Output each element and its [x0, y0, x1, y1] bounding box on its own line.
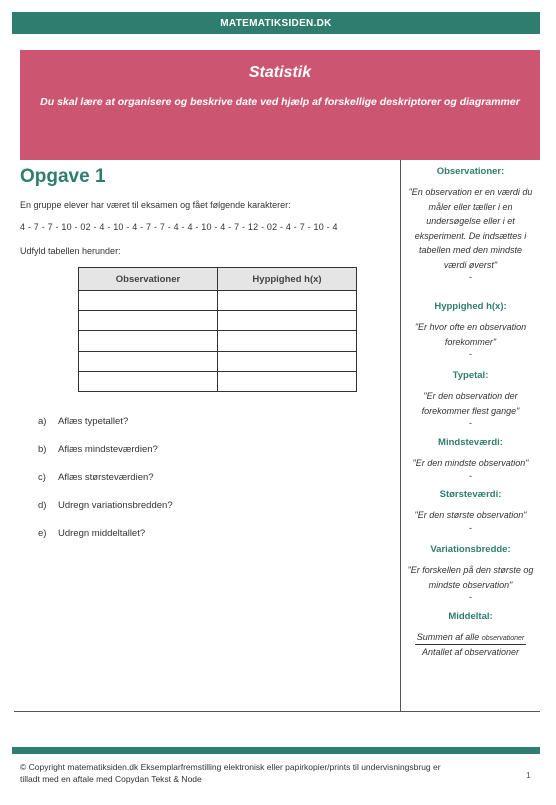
table-header-observationer: Observationer [79, 268, 218, 291]
definition-variationsbredde [401, 544, 540, 602]
question-item [38, 472, 173, 500]
definition-mindstevaerdi [401, 437, 540, 481]
definition-text: "Er den mindste observation" [412, 458, 529, 468]
definition-text: "Er den største observation" [414, 510, 527, 520]
table-row [79, 371, 357, 391]
separator-dash: - [469, 522, 472, 533]
definition-heading: Mindsteværdi: [438, 437, 503, 448]
numerator-text: Summen af alle [416, 632, 480, 642]
grades-list: 4 - 7 - 7 - 10 - 02 - 4 - 10 - 4 - 7 - 7 - 4 - 4 - 10 - 4 - 7 - 12 - 02 - 4 - 7 - 10 - 4 [20, 222, 338, 232]
question-letter: e) [38, 528, 47, 539]
table-cell[interactable] [79, 311, 218, 331]
numerator-small-text: observationer [481, 635, 525, 642]
definition-heading: Hyppighed h(x): [434, 301, 507, 312]
content-bottom-rule [14, 711, 540, 712]
table-cell[interactable] [79, 351, 218, 371]
question-letter: a) [38, 416, 47, 427]
observation-table [78, 267, 357, 392]
definition-hyppighed [401, 301, 540, 359]
definition-text: "Er den observation der forekommer flest gange" [421, 391, 520, 416]
formula-numerator [415, 632, 526, 645]
banner-subtitle: Du skal lære at organisere og beskrive date ved hjælp af forskellige deskriptorer og diagrammer [40, 96, 520, 108]
question-item [38, 444, 173, 472]
definition-middeltal [401, 611, 540, 622]
question-item [38, 528, 173, 556]
table-cell[interactable] [218, 311, 357, 331]
question-text: Aflæs typetallet? [58, 416, 129, 427]
question-text: Aflæs mindsteværdien? [58, 444, 158, 455]
page-number: 1 [526, 770, 531, 780]
question-item [38, 500, 173, 528]
separator-dash: - [469, 418, 472, 428]
definition-observationer [401, 166, 540, 282]
separator-dash: - [469, 272, 472, 282]
separator-dash: - [469, 349, 472, 359]
table-row [79, 351, 357, 371]
definition-text: "Er hvor ofte en observation forekommer" [414, 322, 527, 347]
question-list [38, 416, 173, 556]
question-item [38, 416, 173, 444]
topic-banner [20, 50, 540, 160]
table-cell[interactable] [218, 371, 357, 391]
banner-title: Statistik [248, 64, 312, 81]
question-text: Aflæs størsteværdien? [58, 472, 154, 483]
definition-heading: Typetal: [452, 370, 489, 381]
question-text: Udregn variationsbredden? [58, 500, 173, 511]
site-name: MATEMATIKSIDEN.DK [220, 17, 332, 29]
table-row [79, 311, 357, 331]
task-instruction: Udfyld tabellen herunder: [20, 246, 121, 256]
table-cell[interactable] [218, 331, 357, 351]
copyright-notice: © Copyright matematiksiden.dk Eksemplarfremstilling elektronisk eller papirkopier/prints til undervisningsbrug er tilladt med en aftale med Copydan Tekst & Node [20, 762, 441, 784]
table-cell[interactable] [218, 351, 357, 371]
site-header-bar [12, 12, 540, 34]
question-letter: b) [38, 444, 47, 455]
definition-text: "Er forskellen på den største og mindste observation" [407, 565, 534, 590]
table-header-hyppighed: Hyppighed h(x) [218, 268, 357, 291]
definition-stoerstevaerdi [401, 489, 540, 533]
question-text: Udregn middeltallet? [58, 528, 146, 539]
table-cell[interactable] [79, 331, 218, 351]
separator-dash: - [469, 470, 472, 481]
question-letter: d) [38, 500, 47, 511]
definition-heading: Størsteværdi: [439, 489, 502, 500]
table-row [79, 331, 357, 351]
question-letter: c) [38, 472, 46, 483]
definition-text: "En observation er en værdi du måler eller tæller i en undersøgelse eller i et eksperiment. De indsættes i tabellen med den mindste værdi øverst" [408, 187, 533, 270]
table-cell[interactable] [79, 371, 218, 391]
table-header-row [79, 268, 357, 291]
definition-heading: Variationsbredde: [430, 544, 511, 555]
table-cell[interactable] [218, 291, 357, 311]
table-row [79, 291, 357, 311]
task-title: Opgave 1 [20, 166, 106, 187]
task-intro: En gruppe elever har været til eksamen og fået følgende karakterer: [20, 200, 291, 210]
definition-heading: Middeltal: [448, 611, 493, 622]
middeltal-formula [401, 632, 540, 657]
definition-typetal [401, 370, 540, 428]
separator-dash: - [469, 592, 472, 602]
formula-denominator: Antallet af observationer [421, 647, 520, 657]
footer-bar [12, 747, 540, 754]
definition-heading: Observationer: [436, 166, 505, 177]
table-cell[interactable] [79, 291, 218, 311]
